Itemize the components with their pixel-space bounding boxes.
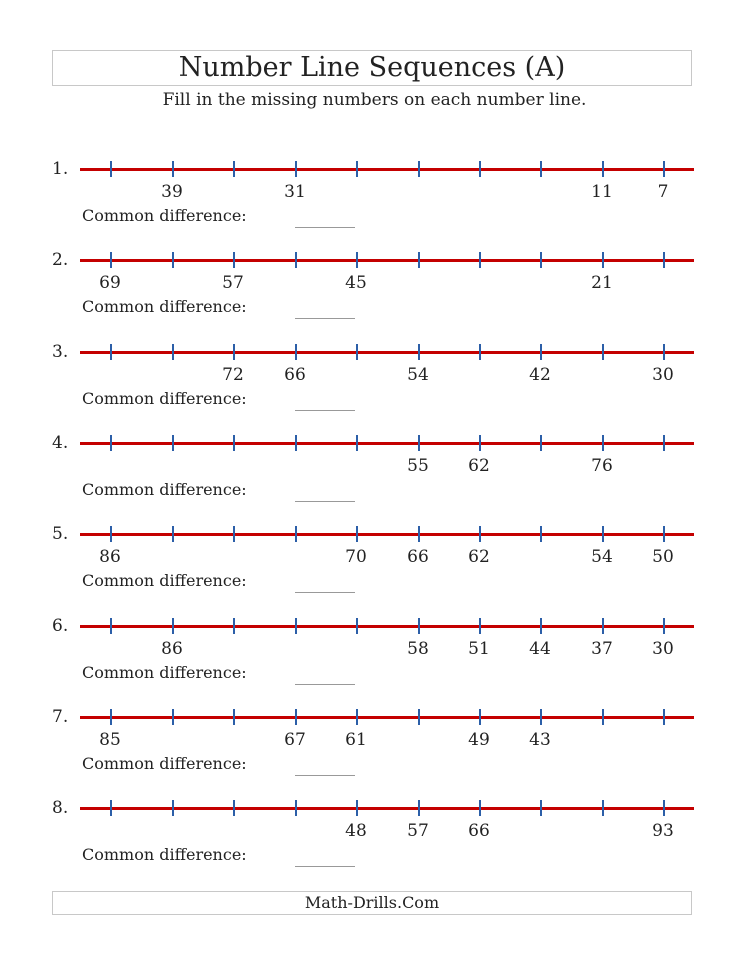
number-line-tick <box>172 435 174 451</box>
number-line-tick <box>295 800 297 816</box>
number-line-tick <box>295 252 297 268</box>
number-line-tick <box>602 435 604 451</box>
number-line-tick <box>356 435 358 451</box>
number-line-problem <box>0 798 749 888</box>
common-difference-label: Common difference: <box>82 753 247 773</box>
tick-label: 11 <box>591 182 613 202</box>
tick-label: 61 <box>345 729 367 750</box>
number-line-tick <box>602 161 604 177</box>
common-difference-label: Common difference: <box>82 571 247 591</box>
tick-label: 42 <box>529 364 551 385</box>
number-line-tick <box>663 526 665 542</box>
number-line-tick <box>663 800 665 816</box>
problem-number: 6. <box>52 615 69 636</box>
number-line-tick <box>110 800 112 816</box>
number-line-tick <box>418 435 420 451</box>
number-line-tick <box>110 435 112 451</box>
tick-label: 7 <box>657 182 669 202</box>
number-line-tick <box>233 526 235 542</box>
common-difference-label: Common difference: <box>82 845 247 865</box>
number-line-tick <box>663 435 665 451</box>
number-line-tick <box>418 618 420 634</box>
number-line-tick <box>233 800 235 816</box>
number-line-tick <box>602 800 604 816</box>
tick-label: 57 <box>407 821 429 842</box>
instructions: Fill in the missing numbers on each number line. <box>162 90 587 110</box>
number-line-tick <box>356 800 358 816</box>
problem-number: 4. <box>52 432 69 453</box>
tick-label: 45 <box>345 273 367 294</box>
number-line-tick <box>602 618 604 634</box>
tick-label: 69 <box>99 273 121 294</box>
number-line-tick <box>295 161 297 177</box>
number-line-problem <box>0 250 749 340</box>
tick-label: 62 <box>468 547 490 568</box>
problem-number: 3. <box>52 341 69 362</box>
tick-label: 49 <box>468 729 490 750</box>
number-line-tick <box>663 252 665 268</box>
number-line-tick <box>540 252 542 268</box>
tick-label: 70 <box>345 547 367 568</box>
number-line-problem <box>0 615 749 706</box>
number-line-tick <box>233 435 235 451</box>
tick-label: 39 <box>161 182 183 202</box>
number-line-tick <box>356 709 358 725</box>
tick-label: 50 <box>652 547 674 568</box>
number-line-tick <box>295 709 297 725</box>
tick-label: 54 <box>591 547 613 568</box>
number-line-tick <box>356 618 358 634</box>
answer-blank[interactable] <box>295 318 355 319</box>
number-line-tick <box>110 252 112 268</box>
answer-blank[interactable] <box>295 227 355 228</box>
number-line-tick <box>479 344 481 360</box>
tick-label: 30 <box>652 638 674 659</box>
problem-number: 5. <box>52 524 69 545</box>
number-line-tick <box>172 709 174 725</box>
number-line-tick <box>356 526 358 542</box>
number-line-problem <box>0 432 749 523</box>
tick-label: 67 <box>284 729 306 750</box>
number-line-tick <box>602 526 604 542</box>
page-title: Number Line Sequences (A) <box>178 52 566 83</box>
tick-label: 44 <box>529 638 551 659</box>
number-line-tick <box>540 800 542 816</box>
number-line-problem <box>0 341 749 432</box>
number-line-tick <box>110 709 112 725</box>
problem-number: 2. <box>52 250 69 271</box>
number-line-tick <box>110 161 112 177</box>
number-line-tick <box>418 161 420 177</box>
answer-blank[interactable] <box>295 592 355 593</box>
number-line-tick <box>418 800 420 816</box>
answer-blank[interactable] <box>295 775 355 776</box>
number-line-problem <box>0 524 749 614</box>
common-difference-label: Common difference: <box>82 297 247 317</box>
tick-label: 66 <box>407 547 429 568</box>
tick-label: 72 <box>222 364 244 385</box>
number-line-tick <box>172 252 174 268</box>
number-line-tick <box>356 252 358 268</box>
answer-blank[interactable] <box>295 501 355 502</box>
number-line-tick <box>479 526 481 542</box>
number-line-tick <box>233 344 235 360</box>
number-line-tick <box>602 709 604 725</box>
tick-label: 48 <box>345 821 367 842</box>
footer-box <box>52 891 692 915</box>
number-line-tick <box>602 252 604 268</box>
tick-label: 93 <box>652 821 674 842</box>
number-line-tick <box>233 709 235 725</box>
common-difference-label: Common difference: <box>82 479 247 499</box>
common-difference-label: Common difference: <box>82 662 247 682</box>
tick-label: 21 <box>591 273 613 294</box>
answer-blank[interactable] <box>295 866 355 867</box>
tick-label: 76 <box>591 455 613 476</box>
number-line-tick <box>418 526 420 542</box>
problem-number: 7. <box>52 706 69 727</box>
number-line-tick <box>540 709 542 725</box>
tick-label: 55 <box>407 455 429 476</box>
number-line-tick <box>418 344 420 360</box>
tick-label: 58 <box>407 638 429 659</box>
number-line-tick <box>295 435 297 451</box>
number-line-tick <box>540 161 542 177</box>
tick-label: 37 <box>591 638 613 659</box>
problem-number: 8. <box>52 798 69 819</box>
number-line-tick <box>540 526 542 542</box>
tick-label: 54 <box>407 364 429 385</box>
number-line-tick <box>172 618 174 634</box>
number-line-tick <box>663 161 665 177</box>
number-line-tick <box>479 709 481 725</box>
answer-blank[interactable] <box>295 684 355 685</box>
tick-label: 85 <box>99 729 121 750</box>
tick-label: 62 <box>468 455 490 476</box>
tick-label: 86 <box>161 638 183 659</box>
title-box <box>52 50 692 86</box>
number-line-tick <box>172 161 174 177</box>
tick-label: 30 <box>652 364 674 385</box>
number-line-tick <box>172 526 174 542</box>
number-line-tick <box>418 252 420 268</box>
tick-label: 57 <box>222 273 244 294</box>
number-line-tick <box>172 800 174 816</box>
number-line-problem <box>0 159 749 249</box>
number-line-tick <box>602 344 604 360</box>
number-line-tick <box>663 709 665 725</box>
footer-text: Math-Drills.Com <box>304 893 440 912</box>
number-line-tick <box>479 161 481 177</box>
tick-label: 31 <box>284 182 306 202</box>
number-line-tick <box>479 618 481 634</box>
number-line-problem <box>0 706 749 797</box>
answer-blank[interactable] <box>295 410 355 411</box>
number-line-tick <box>540 618 542 634</box>
number-line-tick <box>540 344 542 360</box>
common-difference-label: Common difference: <box>82 206 247 225</box>
number-line-tick <box>295 618 297 634</box>
common-difference-label: Common difference: <box>82 388 247 408</box>
problem-number: 1. <box>52 159 69 179</box>
number-line-tick <box>356 161 358 177</box>
tick-label: 43 <box>529 729 551 750</box>
number-line-tick <box>110 618 112 634</box>
tick-label: 86 <box>99 547 121 568</box>
number-line-tick <box>110 526 112 542</box>
number-line-tick <box>418 709 420 725</box>
number-line-tick <box>233 161 235 177</box>
number-line-tick <box>540 435 542 451</box>
number-line-tick <box>663 344 665 360</box>
number-line-tick <box>110 344 112 360</box>
number-line-tick <box>172 344 174 360</box>
number-line-tick <box>663 618 665 634</box>
number-line-tick <box>233 252 235 268</box>
tick-label: 66 <box>284 364 306 385</box>
number-line-tick <box>479 800 481 816</box>
number-line-tick <box>295 344 297 360</box>
number-line-tick <box>479 252 481 268</box>
number-line-tick <box>479 435 481 451</box>
number-line-tick <box>295 526 297 542</box>
number-line-tick <box>233 618 235 634</box>
tick-label: 66 <box>468 821 490 842</box>
tick-label: 51 <box>468 638 490 659</box>
number-line-tick <box>356 344 358 360</box>
